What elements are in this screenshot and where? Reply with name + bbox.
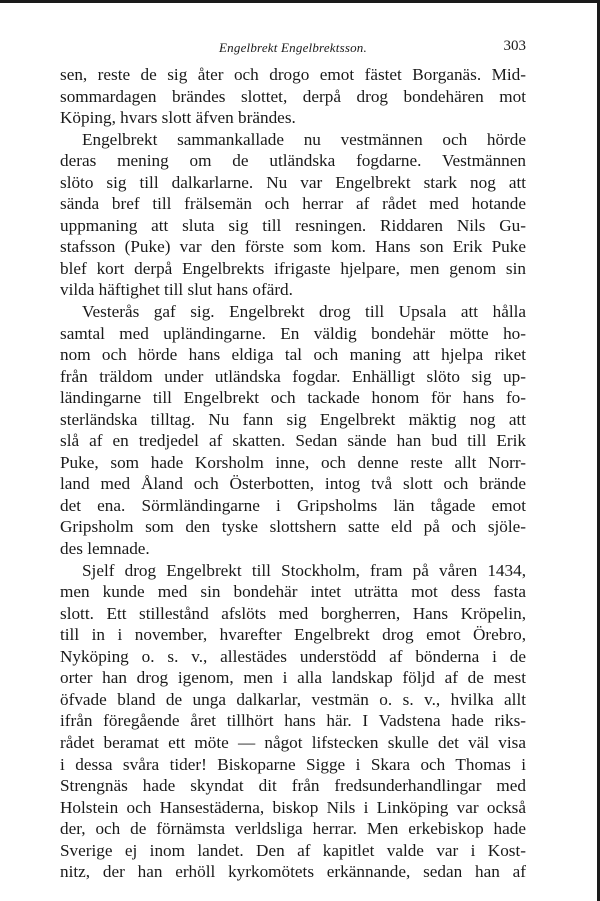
text-line: vilda häftighet till slut hans ofärd. [60,280,293,300]
text-line: nitz, der han erhöll kyrkomötets erkännande, sedan han af [60,862,526,882]
running-title: Engelbrekt Engelbrektsson. [219,40,367,55]
text-line: Köping, hvars slott äfven brändes. [60,108,296,128]
text-line: rådet beramat ett möte — något lifstecken skulle det väl visa [60,732,526,752]
text-line: Sjelf drog Engelbrekt till Stockholm, fram på våren 1434, [82,560,526,580]
text-line: Engelbrekt sammankallade nu vestmännen och hörde [82,129,526,149]
text-line: det ena. Sörmländingarne i Gripsholms län tågade emot [60,495,526,515]
page-number: 303 [503,38,526,54]
text-line: slöto sig till dalkarlarne. Nu var Engelbrekt stark nog att [60,172,526,192]
text-line: stafsson (Puke) var den förste som kom. Hans son Erik Puke [60,237,526,257]
text-line: i dessa svåra tider! Biskoparne Sigge i Skara och Thomas i [60,754,526,774]
text-line: sterländska tilltag. Nu fann sig Engelbrekt mäktig nog att [60,409,526,429]
text-line: uppmaning att sluta sig till resningen. Riddaren Nils Gu- [60,215,526,235]
text-line: men kunde med sin bondehär intet uträtta mot dess fasta [60,582,526,602]
text-line: land med Åland och Österbotten, intog två slott och brände [60,474,526,494]
text-line: Puke, som hade Korsholm inne, och denne reste allt Norr- [60,452,526,472]
text-line: Strengnäs hade skyndat dit från fredsunderhandlingar med [60,776,526,796]
text-line: Gripsholm som den tyske slottshern satte eld på och sjöle- [60,517,526,537]
text-line: deras mening om de utländska fogdarne. Vestmännen [60,151,526,171]
text-line: der, och de förnämsta verldsliga herrar. Men erkebiskop hade [60,819,526,839]
text-line: des lemnade. [60,539,150,559]
running-header [60,38,526,58]
text-line: slå af en tredjedel af skatten. Sedan sände han bud till Erik [60,431,526,451]
text-line: sommardagen brändes slottet, derpå drog bondehären mot [60,86,526,106]
text-line: sända bref till frälsemän och herrar af rådet med hotande [60,194,526,214]
text-line: öfvade bland de unga dalkarlar, vestmän o. s. v., hvilka allt [60,689,526,709]
body-text [60,64,526,883]
text-line: Holstein och Hansestäderna, biskop Nils i Linköping var också [60,797,526,817]
text-line: nom och hörde hans eldiga tal och maning att hjelpa riket [60,345,526,365]
scan-edge-top [0,0,600,3]
text-line: Nyköping o. s. v., allestädes understödd af bönderna i de [60,646,526,666]
text-line: till in i november, hvarefter Engelbrekt drog emot Örebro, [60,625,526,645]
text-line: orter han drog igenom, men i alla landskap följd af de mest [60,668,526,688]
text-line: från träldom under utländska fogdar. Enhälligt slöto sig up- [60,366,526,386]
text-line: ländingarne till Engelbrekt och tackade honom för hans fo- [60,388,526,408]
text-line: Sverige ej inom landet. Den af kapitlet valde var i Kost- [60,840,526,860]
text-line: sen, reste de sig åter och drogo emot fästet Borganäs. Mid- [60,65,526,84]
text-line: samtal med upländingarne. En väldig bondehär mötte ho- [60,323,526,343]
text-line: slott. Ett stillestånd afslöts med borgherren, Hans Kröpelin, [60,603,526,623]
text-line: blef kort derpå Engelbrekts ifrigaste hjelpare, men genom sin [60,258,526,278]
text-line: ifrån föregående året tillhört hans här. I Vadstena hade riks- [60,711,526,731]
text-line: Vesterås gaf sig. Engelbrekt drog till Upsala att hålla [82,302,526,322]
